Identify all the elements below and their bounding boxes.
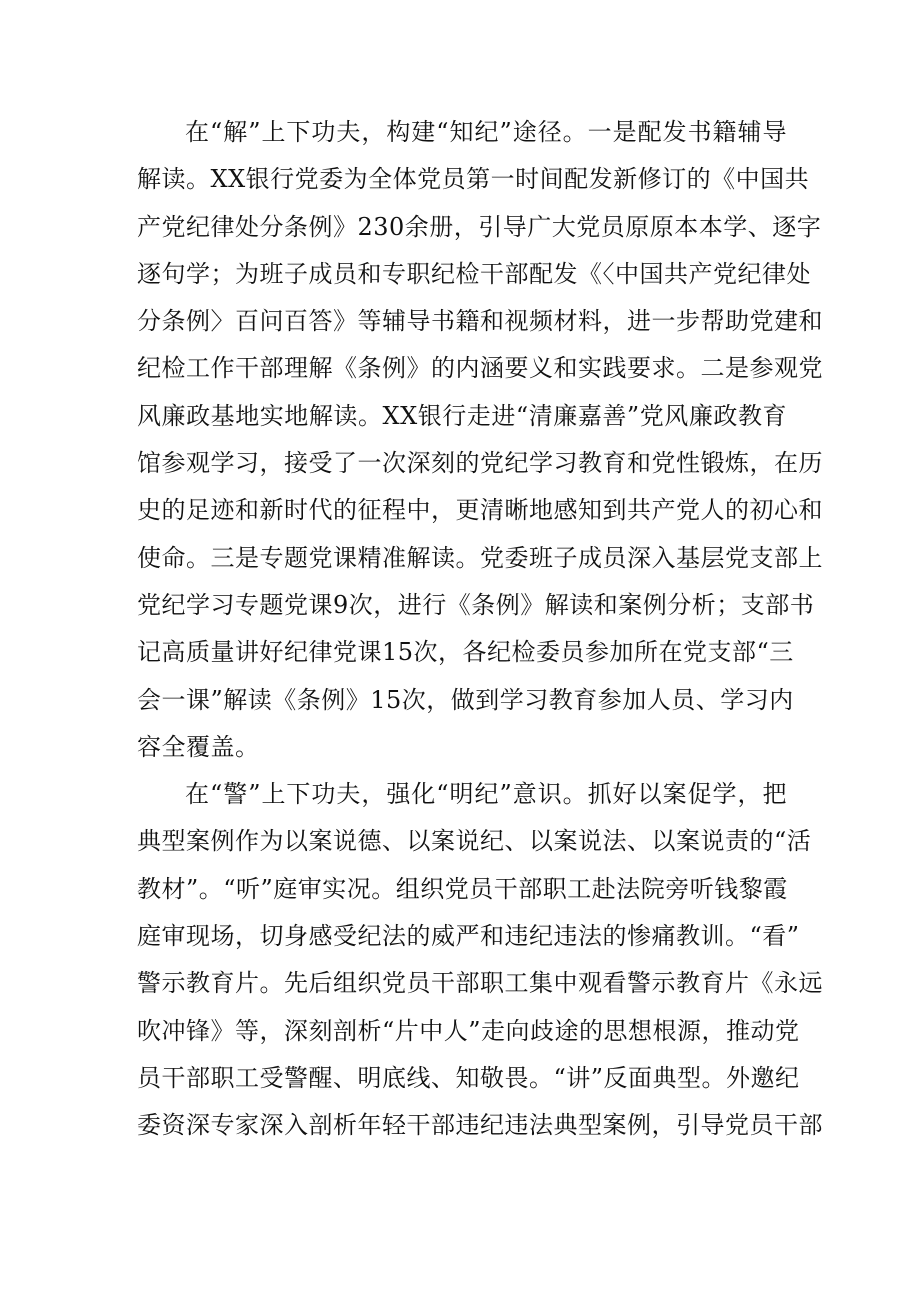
paragraph-line: 使命。三是专题党课精准解读。党委班子成员深入基层党支部上	[137, 543, 823, 572]
paragraph-line: 庭审现场，切身感受纪法的威严和违纪违法的惨痛教训。“看”	[137, 922, 800, 951]
paragraph-line: 容全覆盖。	[137, 732, 260, 761]
paragraph-line: 警示教育片。先后组织党员干部职工集中观看警示教育片《永远	[137, 969, 823, 998]
paragraph-line: 解读。XX银行党委为全体党员第一时间配发新修订的《中国共	[137, 165, 810, 194]
paragraph-line: 党纪学习专题党课9次，进行《条例》解读和案例分析；支部书	[137, 590, 815, 619]
paragraph-line: 在“解”上下功夫，构建“知纪”途径。一是配发书籍辅导	[185, 118, 787, 146]
paragraph-line: 典型案例作为以案说德、以案说纪、以案说法、以案说责的“活	[137, 827, 812, 856]
paragraph-line: 分条例〉百问百答》等辅导书籍和视频材料，进一步帮助党建和	[137, 307, 823, 336]
document-body	[137, 109, 823, 1150]
paragraph-line: 员干部职工受警醒、明底线、知敬畏。“讲”反面典型。外邀纪	[137, 1063, 800, 1092]
paragraph-line: 委资深专家深入剖析年轻干部违纪违法典型案例，引导党员干部	[137, 1111, 823, 1140]
paragraph-1	[137, 109, 823, 771]
paragraph-line: 馆参观学习，接受了一次深刻的党纪学习教育和党性锻炼，在历	[137, 449, 823, 478]
paragraph-line: 吹冲锋》等，深刻剖析“片中人”走向歧途的思想根源，推动党	[137, 1016, 800, 1045]
paragraph-line: 史的足迹和新时代的征程中，更清晰地感知到共产党人的初心和	[137, 496, 823, 525]
paragraph-line: 记高质量讲好纪律党课15次，各纪检委员参加所在党支部“三	[137, 638, 794, 667]
paragraph-line: 风廉政基地实地解读。XX银行走进“清廉嘉善”党风廉政教育	[137, 401, 787, 430]
paragraph-line: 产党纪律处分条例》230余册，引导广大党员原原本本学、逐字	[137, 212, 822, 241]
paragraph-line: 会一课”解读《条例》15次，做到学习教育参加人员、学习内	[137, 685, 794, 714]
paragraph-line: 在“警”上下功夫，强化“明纪”意识。抓好以案促学，把	[185, 780, 787, 809]
paragraph-line: 逐句学；为班子成员和专职纪检干部配发《〈中国共产党纪律处	[137, 259, 811, 288]
paragraph-line: 教材”。“听”庭审实况。组织党员干部职工赴法院旁听钱黎霞	[137, 874, 788, 903]
paragraph-line: 纪检工作干部理解《条例》的内涵要义和实践要求。二是参观党	[137, 354, 823, 383]
paragraph-2	[137, 771, 823, 1149]
